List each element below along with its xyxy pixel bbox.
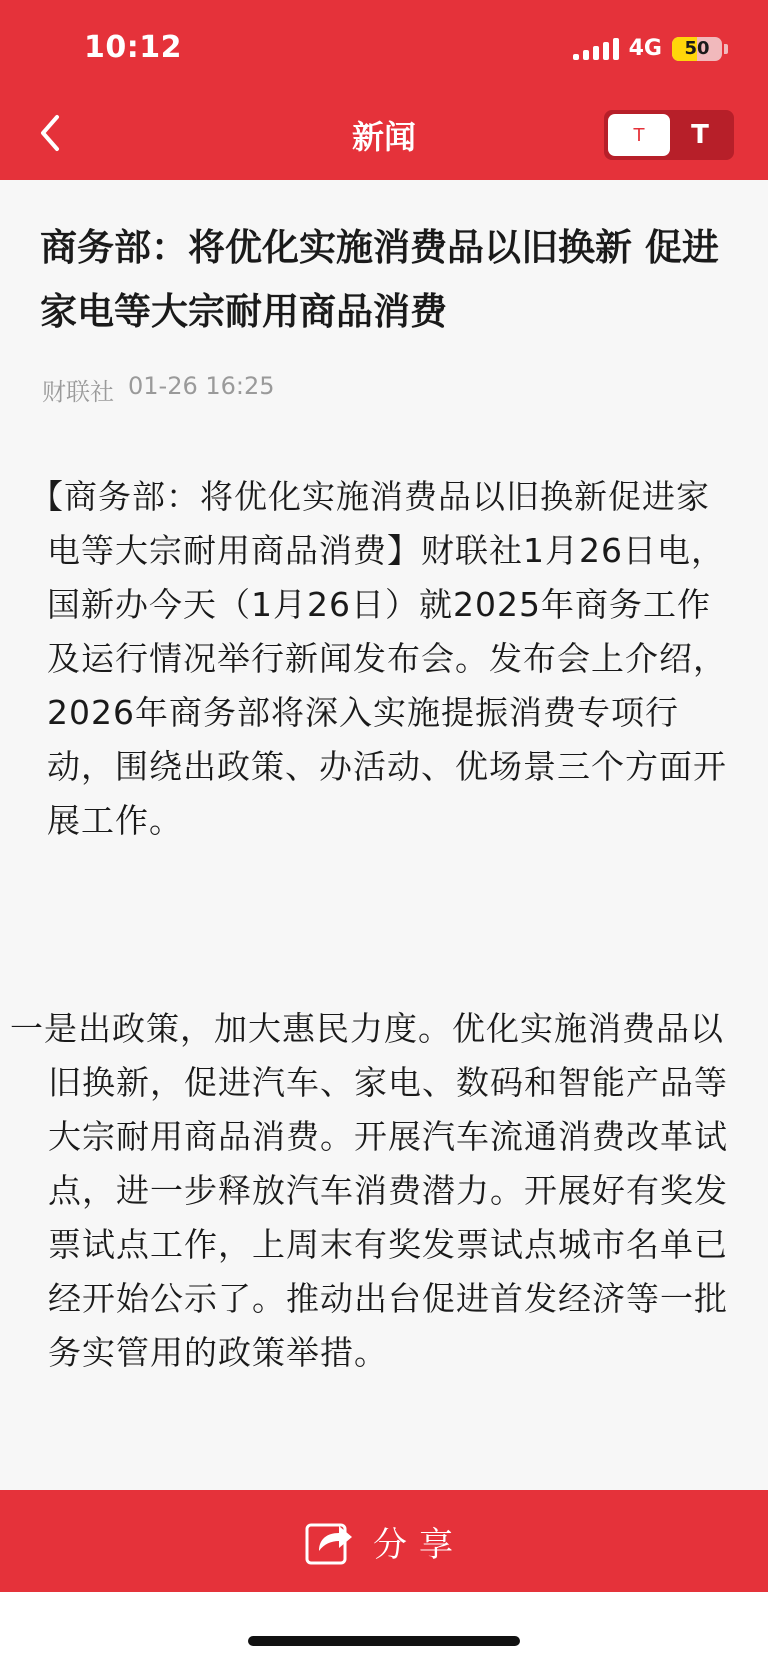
article-meta: [42, 372, 275, 407]
app-header: [0, 0, 768, 180]
share-label: 分享: [373, 1524, 465, 1565]
article-content: [0, 180, 768, 1490]
page-title: 新闻: [351, 118, 416, 156]
article-paragraph: 一是出政策，加大惠民力度。优化实施消费品以旧换新，促进汽车、家电、数码和智能产品等大宗耐用商品消费。开展汽车流通消费改革试点，进一步释放汽车消费潜力。开展好有奖发票试点工作，上周末有奖发票试点城市名单已经开始公示了。推动出台促进首发经济等一批务实管用的政策举措。: [10, 1009, 728, 1372]
article-timestamp: 01-26 16:25: [128, 372, 275, 400]
battery-icon: [672, 37, 728, 61]
article-source: 财联社: [42, 378, 114, 406]
home-indicator[interactable]: [248, 1636, 520, 1646]
signal-icon: [573, 38, 619, 60]
article-paragraph: 【商务部：将优化实施消费品以旧换新促进家电等大宗耐用商品消费】财联社1月26日电，国新办今天（1月26日）就2025年商务工作及运行情况举行新闻发布会。发布会上介绍，2026年商务部将深入实施提振消费专项行动，围绕出政策、办活动、优场景三个方面开展工作。: [30, 477, 727, 840]
share-button[interactable]: [0, 1490, 768, 1592]
status-indicators: [573, 36, 728, 61]
font-large-button[interactable]: T: [691, 120, 709, 150]
status-time: 10:12: [84, 30, 182, 65]
share-icon: [303, 1515, 355, 1567]
battery-level: 50: [684, 38, 710, 59]
network-type: 4G: [628, 36, 662, 61]
font-size-toggle[interactable]: [604, 110, 734, 160]
font-small-button[interactable]: T: [608, 114, 670, 156]
bottom-safe-area: [0, 1592, 768, 1663]
article-headline: 商务部：将优化实施消费品以旧换新 促进家电等大宗耐用商品消费: [40, 226, 719, 333]
